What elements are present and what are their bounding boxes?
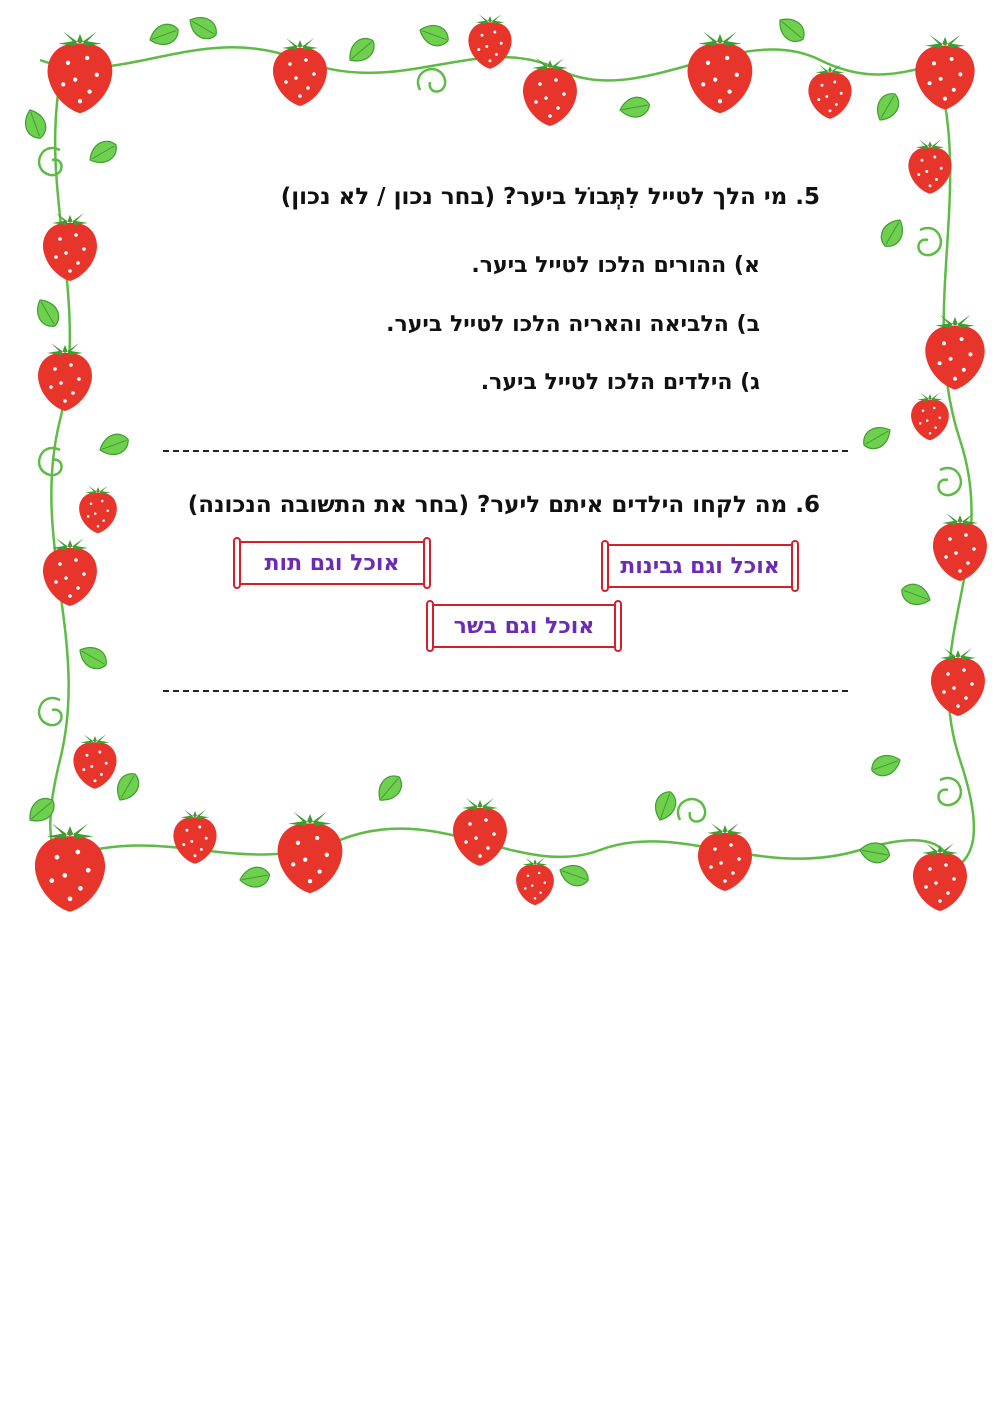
- answer-food-and-cheese[interactable]: [605, 544, 795, 588]
- question-5-option-a[interactable]: א) ההורים הלכו לטייל ביער.: [471, 253, 760, 278]
- answer-label: אוכל וגם תות: [264, 550, 400, 576]
- question-5-option-c[interactable]: ג) הילדים הלכו לטייל ביער.: [480, 370, 760, 395]
- answer-food-and-strawberry[interactable]: [237, 541, 427, 585]
- answer-label: אוכל וגם גבינות: [620, 553, 780, 579]
- answer-label: אוכל וגם בשר: [453, 613, 595, 639]
- question-5-option-b[interactable]: ב) הלביאה והאריה הלכו לטייל ביער.: [386, 312, 760, 337]
- question-5-title: 5. מי הלך לטייל לִתְּבוֹל ביער? (בחר נכון / לא נכון): [280, 184, 820, 210]
- question-6-title: 6. מה לקחו הילדים איתם ליער? (בחר את התשובה הנכונה): [187, 492, 820, 518]
- dashed-divider-1: [163, 450, 848, 452]
- dashed-divider-2: [163, 690, 848, 692]
- answer-food-and-meat[interactable]: [430, 604, 618, 648]
